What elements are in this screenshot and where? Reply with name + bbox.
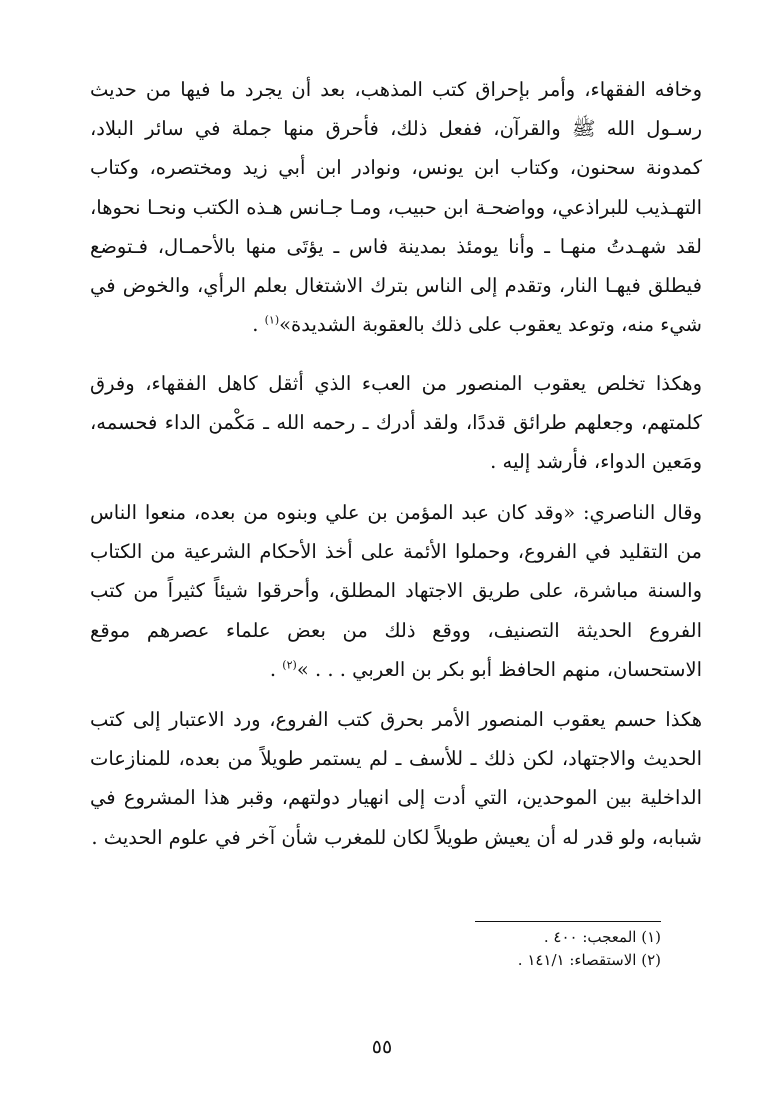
paragraph-2-text: وهكذا تخلص يعقوب المنصور من العبء الذي أثقل كاهل الفقهاء، وفرق كلمتهم، وجعلهم طرائق قددًا، ولقد أدرك ـ رحمه الله ـ مَكْمن الداء فحسمه، ومَعين الدواء، فأرشد إليه . (90, 372, 702, 474)
footnotes (90, 926, 661, 972)
paragraph-3-text: وقال الناصري: «وقد كان عبد المؤمن بن علي وبنوه من بعده، منعوا الناس من التقليد في الفروع، وحملوا الأئمة على أخذ الأحكام الشرعية من الكتاب والسنة مباشرة، على طريق الاجتهاد المطلق، وأحرقوا شيئاً كثيراً من كتب الفروع الحديثة التصنيف، ووقع ذلك من بعض علماء عصرهم موقع الاستحسان، منهم الحافظ أبو بكر بن العربي . . . » (90, 501, 702, 681)
page-number: ٥٥ (371, 1036, 393, 1058)
paragraph-4 (90, 700, 702, 857)
paragraph-3-tail: . (269, 657, 283, 681)
footnote-1: (١) المعجب: ٤٠٠ . (543, 928, 661, 946)
paragraph-1-tail: . (252, 313, 265, 337)
paragraph-1-text: وخافه الفقهاء، وأمر بإحراق كتب المذهب، بعد أن يجرد ما فيها من حديث رسـول الله ﷺ والقرآن، ففعل ذلك، فأحرق منها جملة في سائر البلاد، كمدونة سحنون، وكتاب ابن يونس، ونوادر ابن أبي زيد ومختصره، وكتاب التهـذيب للبراذعي، وواضحـة ابن حبيب، ومـا جـانس هـذه الكتب ونحـا نحوها، لقد شهـدتُ منهـا ـ وأنا يومئذ بمدينة فاس ـ يؤتَى منها بالأحمـال، فـتوضع فيطلق فيهـا النار، وتقدم إلى الناس بترك الاشتغال بعلم الرأي، والخوض في شيء منه، وتوعد يعقوب على ذلك بالعقوبة الشديدة» (90, 78, 702, 337)
footnote-ref-1[interactable]: (١) (264, 313, 280, 327)
footnote-ref-2[interactable]: (٢) (282, 658, 297, 672)
paragraph-2 (90, 364, 702, 482)
footnote-2: (٢) الاستقصاء: ١٤١/١ . (517, 951, 661, 969)
paragraph-1 (90, 70, 702, 344)
paragraph-3 (90, 493, 702, 689)
footnote-divider (475, 921, 661, 922)
paragraph-4-text: هكذا حسم يعقوب المنصور الأمر بحرق كتب الفروع، ورد الاعتبار إلى كتب الحديث والاجتهاد، لكن ذلك ـ للأسف ـ لم يستمر طويلاً من بعده، للمنازعات الداخلية بين الموحدين، التي أدت إلى انهيار دولتهم، وقبر هذا المشروع في شبابه، ولو قدر له أن يعيش طويلاً لكان للمغرب شأن آخر في علوم الحديث . (90, 708, 702, 849)
